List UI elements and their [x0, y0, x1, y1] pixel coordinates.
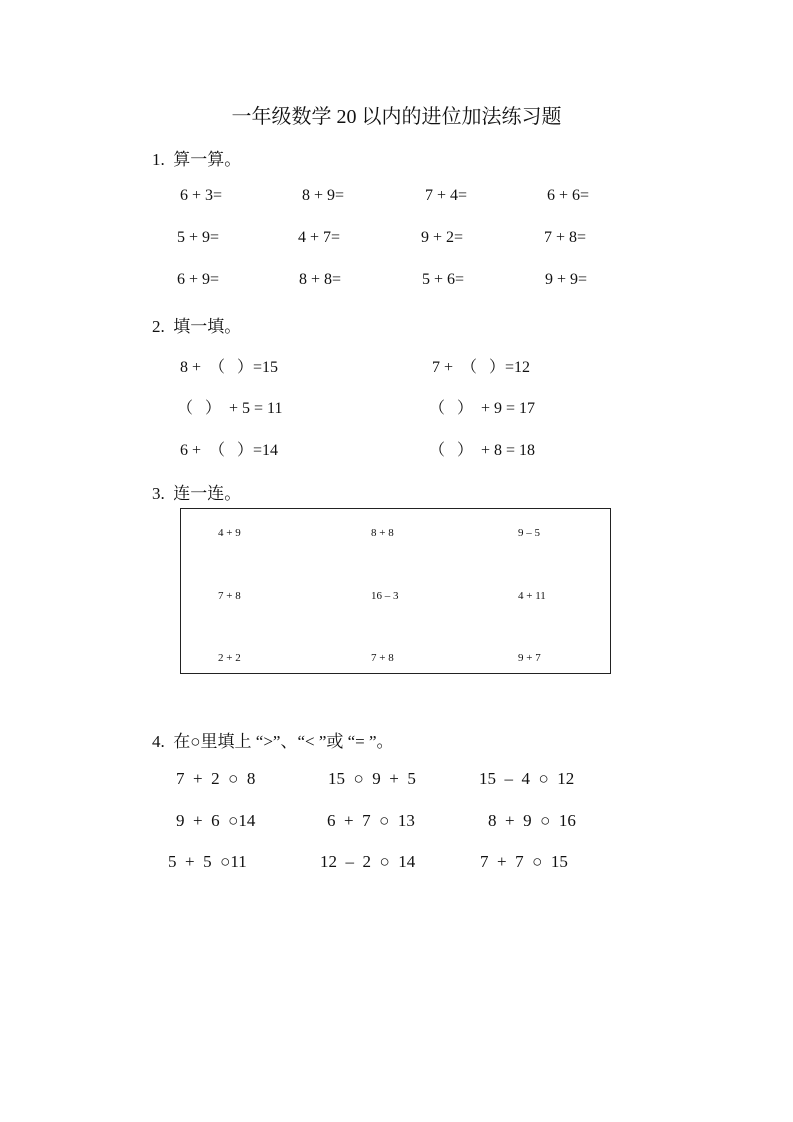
comparison: 15 ○ 9 + 5 [328, 769, 416, 788]
match-item: 9 – 5 [518, 527, 540, 539]
match-item: 9 + 7 [518, 652, 541, 664]
comparison: 5 + 5 ○11 [168, 852, 247, 871]
equation: 9 + 2= [421, 229, 464, 246]
equation: 6 + 3= [180, 187, 223, 204]
fill-blank-equation: （ ） + 5 = 11 [177, 400, 283, 417]
equation: 6 + 6= [547, 187, 590, 204]
equation: 4 + 7= [298, 229, 341, 246]
comparison: 8 + 9 ○ 16 [488, 811, 576, 830]
match-item: 2 + 2 [218, 652, 241, 664]
section-3-heading: 3. 连一连。 [152, 484, 242, 503]
section-4-heading: 4. 在○里填上 “>”、“< ”或 “= ”。 [152, 732, 394, 751]
equation: 7 + 4= [425, 187, 468, 204]
equation: 8 + 9= [302, 187, 345, 204]
comparison: 9 + 6 ○14 [176, 811, 256, 830]
equation: 5 + 6= [422, 271, 465, 288]
match-item: 8 + 8 [371, 527, 394, 539]
equation: 5 + 9= [177, 229, 220, 246]
match-item: 7 + 8 [371, 652, 394, 664]
comparison: 7 + 7 ○ 15 [480, 852, 568, 871]
comparison: 15 – 4 ○ 12 [479, 769, 575, 788]
fill-blank-equation: 8 + （ ）=15 [180, 359, 279, 376]
fill-blank-equation: （ ） + 8 = 18 [429, 442, 536, 459]
page-title: 一年级数学 20 以内的进位加法练习题 [231, 106, 562, 128]
match-item: 4 + 9 [218, 527, 241, 539]
fill-blank-equation: 6 + （ ）=14 [180, 442, 279, 459]
comparison: 7 + 2 ○ 8 [176, 769, 256, 788]
equation: 9 + 9= [545, 271, 588, 288]
section-1-heading: 1. 算一算。 [152, 150, 242, 169]
comparison: 12 – 2 ○ 14 [320, 852, 416, 871]
comparison: 6 + 7 ○ 13 [327, 811, 415, 830]
equation: 7 + 8= [544, 229, 587, 246]
fill-blank-equation: （ ） + 9 = 17 [429, 400, 536, 417]
equation: 8 + 8= [299, 271, 342, 288]
match-item: 16 – 3 [371, 590, 399, 602]
match-item: 4 + 11 [518, 590, 546, 602]
match-item: 7 + 8 [218, 590, 241, 602]
section-2-heading: 2. 填一填。 [152, 317, 242, 336]
fill-blank-equation: 7 + （ ）=12 [432, 359, 531, 376]
equation: 6 + 9= [177, 271, 220, 288]
